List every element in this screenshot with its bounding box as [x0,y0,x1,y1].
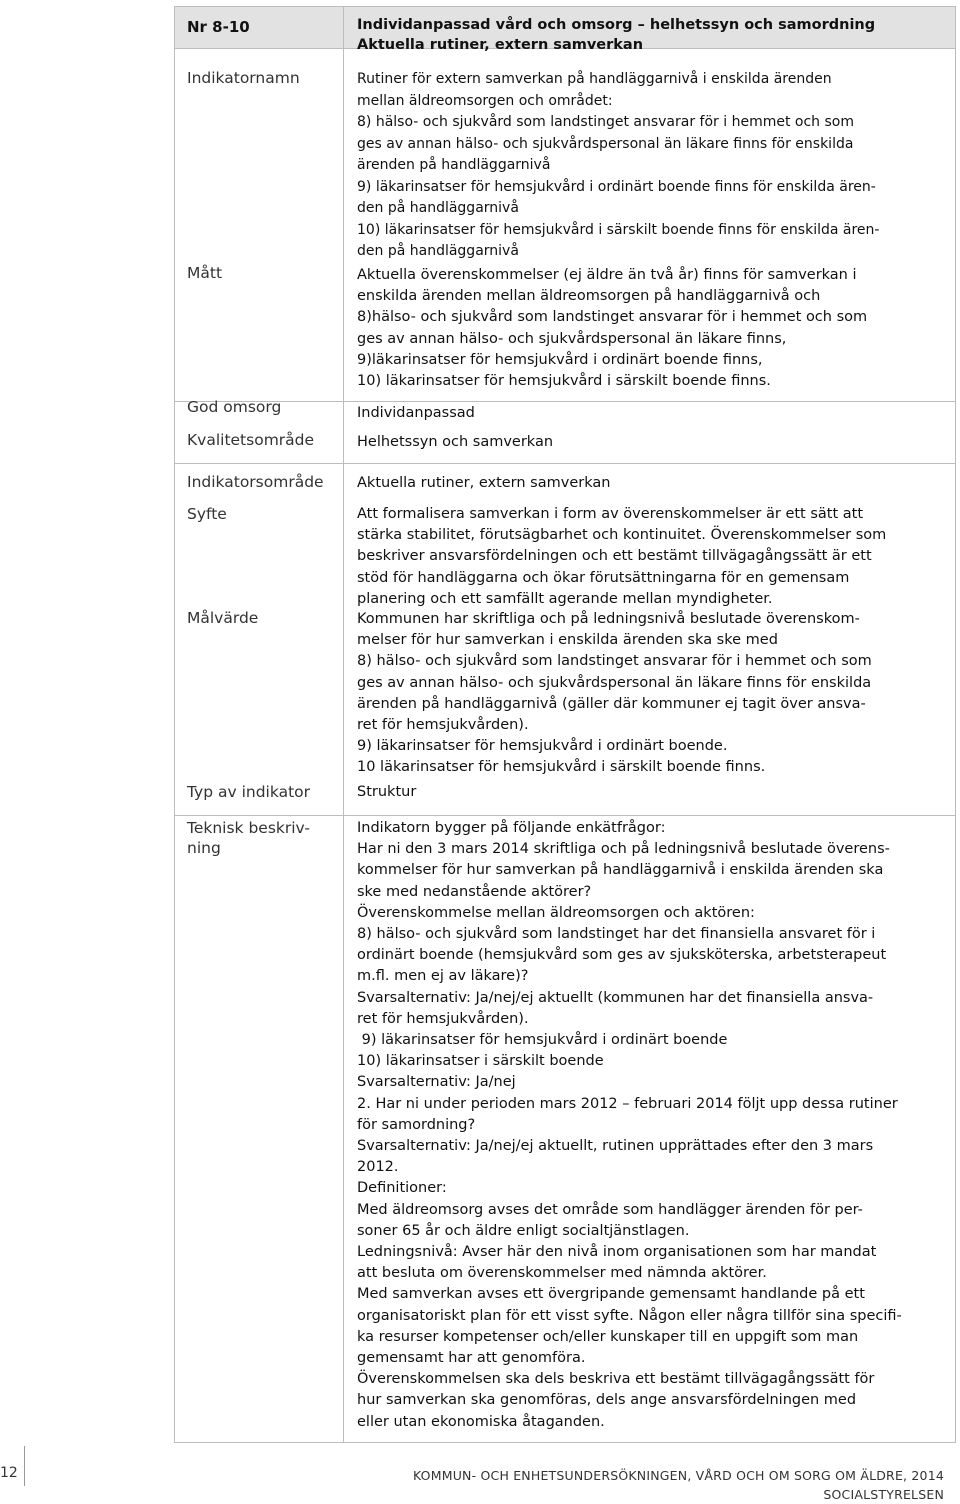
text-line: 10) läkarinsatser för hemsjukvård i särskilt boende finns för enskilda ären- [357,221,880,238]
footer-title: KOMMUN- OCH ENHETSUNDERSÖKNINGEN, VÅRD OCH OM SORG OM ÄLDRE, 2014 [412,1468,944,1483]
text-line: Definitioner: [357,1180,447,1197]
label-teknisk-beskrivning [187,818,333,858]
column-divider [343,7,344,1442]
text-line: Svarsalternativ: Ja/nej [357,1074,516,1091]
text-line: Indikatorn bygger på följande enkätfrågor: [357,820,666,836]
text-line: beskriver ansvarsfördelningen och ett bestämt tillvägagångssätt är ett [357,548,872,565]
label-line: ning [187,839,221,857]
label-indikatornamn: Indikatornamn [187,69,300,87]
text-line: gemensamt har att genomföra. [357,1350,586,1367]
text-line: ret för hemsjukvården). [357,1010,529,1027]
text-line: ärenden på handläggarnivå [357,157,551,173]
text-line: 9) läkarinsatser för hemsjukvård i ordinärt boende. [357,738,728,755]
text-line: ärenden på handläggarnivå (gäller där kommuner ej tagit över ansva- [357,695,866,712]
text-line: melser för hur samverkan i enskilda ärenden ska ske med [357,632,778,649]
text-line: Att formalisera samverkan i form av överenskommelser är ett sätt att [357,506,864,522]
label-indikatorsomrade: Indikatorsområde [187,473,324,491]
text-line: 9) läkarinsatser för hemsjukvård i ordinärt boende [357,1032,728,1049]
value-syfte [357,504,947,610]
text-line: eller utan ekonomiska åtaganden. [357,1413,605,1430]
text-line: Kommunen har skriftliga och på ledningsnivå beslutade överenskom- [357,611,860,627]
value-matt [357,265,947,392]
value-kvalitetsomrade: Helhetssyn och samverkan [357,434,554,450]
label-kvalitetsomrade: Kvalitetsområde [187,431,315,449]
text-line: mellan äldreomsorgen och området: [357,92,613,109]
text-line: ges av annan hälso- och sjukvårdspersonal än läkare finns för enskilda [357,135,854,152]
value-indikatornamn [357,69,947,263]
value-malvarde [357,609,947,779]
text-line: 9)läkarinsatser för hemsjukvård i ordinärt boende finns, [357,351,763,368]
text-line: Aktuella överenskommelser (ej äldre än två år) finns för samverkan i [357,267,857,283]
value-god-omsorg: Individanpassad [357,405,475,421]
text-line: 8) hälso- och sjukvård som landstinget ansvarar för i hemmet och som [357,653,872,670]
text-line: ske med nedanstående aktörer? [357,883,592,900]
text-line: planering och ett samfällt agerande mellan myndigheter. [357,590,773,607]
indicator-table [174,6,956,1443]
value-typ-av-indikator: Struktur [357,784,417,800]
text-line: Överenskommelsen ska dels beskriva ett bestämt tillvägagångssätt för [357,1371,875,1388]
footer-publication [413,1466,944,1504]
text-line: stöd för handläggarna och ökar förutsättningarna för en gemensam [357,569,850,586]
text-line: ordinärt boende (hemsjukvård som ges av sjuksköterska, arbetsterapeut [357,947,887,964]
footer-divider [24,1446,25,1486]
text-line: 10 läkarinsatser för hemsjukvård i särskilt boende finns. [357,759,766,776]
text-line: 8) hälso- och sjukvård som landstinget har det finansiella ansvaret för i [357,926,876,943]
page-number: 12 [0,1465,18,1481]
text-line: Svarsalternativ: Ja/nej/ej aktuellt (kommunen har det finansiella ansva- [357,989,874,1006]
label-malvarde: Målvärde [187,609,259,627]
text-line: Med äldreomsorg avses det område som handlägger ärenden för per- [357,1201,863,1218]
text-line: Ledningsnivå: Avser här den nivå inom organisationen som har mandat [357,1244,877,1261]
text-line: Med samverkan avses ett övergripande gemensamt handlande på ett [357,1286,865,1303]
label-matt: Mått [187,264,223,282]
subtitle-line: Aktuella rutiner, extern samverkan [357,37,644,53]
label-god-omsorg: God omsorg [187,398,282,416]
text-line: 9) läkarinsatser för hemsjukvård i ordinärt boende finns för enskilda ären- [357,178,876,195]
text-line: 2. Har ni under perioden mars 2012 – februari 2014 följt upp dessa rutiner [357,1095,898,1112]
text-line: Rutiner för extern samverkan på handläggarnivå i enskilda ärenden [357,71,832,87]
text-line: Överenskommelse mellan äldreomsorgen och aktören: [357,904,755,921]
text-line: 2012. [357,1159,399,1176]
text-line: Har ni den 3 mars 2014 skriftliga och på ledningsnivå beslutade överens- [357,841,890,858]
text-line: 10) läkarinsatser i särskilt boende [357,1053,604,1070]
value-teknisk-beskrivning [357,818,947,1433]
indicator-title [357,15,947,55]
text-line: enskilda ärenden mellan äldreomsorgen på handläggarnivå och [357,288,821,305]
text-line: ges av annan hälso- och sjukvårdspersonal än läkare finns, [357,330,787,347]
text-line: soner 65 år och äldre enligt socialtjänstlagen. [357,1222,690,1239]
text-line: m.fl. men ej av läkare)? [357,968,529,985]
text-line: att besluta om överenskommelser med nämnda aktörer. [357,1265,767,1282]
title-line: Individanpassad vård och omsorg – helhetssyn och samordning [357,17,876,33]
footer-publisher: SOCIALSTYRELSEN [823,1487,944,1502]
text-line: den på handläggarnivå [357,243,519,259]
text-line: 8) hälso- och sjukvård som landstinget ansvarar för i hemmet och som [357,114,854,130]
indicator-number: Nr 8-10 [187,18,250,36]
text-line: Svarsalternativ: Ja/nej/ej aktuellt, rutinen upprättades efter den 3 mars [357,1138,874,1155]
text-line: för samordning? [357,1116,476,1133]
row-divider [175,815,955,816]
text-line: ret för hemsjukvården). [357,717,529,734]
text-line: 8)hälso- och sjukvård som landstinget ansvarar för i hemmet och som [357,309,868,326]
text-line: 10) läkarinsatser för hemsjukvård i särskilt boende finns. [357,373,771,390]
text-line: den på handläggarnivå [357,200,519,216]
text-line: ka resurser kompetenser och/eller kunskaper till en uppgift som man [357,1328,859,1345]
row-divider [175,463,955,464]
text-line: stärka stabilitet, förutsägbarhet och kontinuitet. Överenskommelser som [357,527,887,544]
label-syfte: Syfte [187,505,227,523]
label-line: Teknisk beskriv- [187,819,310,837]
value-indikatorsomrade: Aktuella rutiner, extern samverkan [357,475,611,491]
text-line: hur samverkan ska genomföras, dels ange ansvarsfördelningen med [357,1392,857,1409]
label-typ-av-indikator: Typ av indikator [187,783,311,801]
text-line: organisatoriskt plan för ett visst syfte. Någon eller några tillför sina specifi- [357,1307,902,1324]
text-line: kommelser för hur samverkan på handläggarnivå i enskilda ärenden ska [357,862,884,879]
text-line: ges av annan hälso- och sjukvårdspersonal än läkare finns för enskilda [357,674,872,691]
